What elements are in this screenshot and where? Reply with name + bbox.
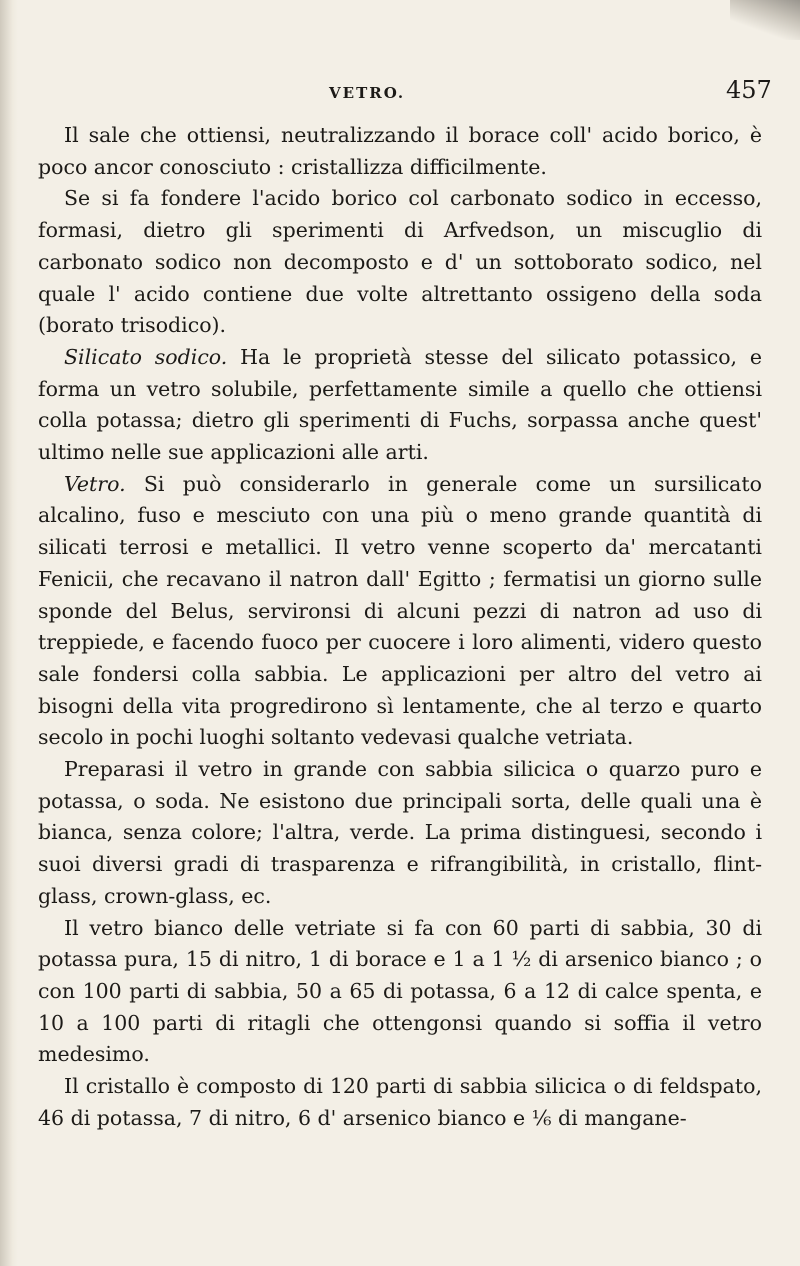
paragraph — [38, 342, 762, 469]
running-head: VETRO. — [329, 84, 406, 102]
run-in-heading: Silicato sodico. — [64, 344, 228, 369]
paragraph: Il cristallo è composto di 120 parti di sabbia silicica o di feldspato, 46 di potassa, 7 di nitro, 6 d' arsenico bianco e ⅙ di mangane- — [38, 1074, 762, 1130]
page-number: 457 — [726, 76, 772, 104]
paragraph-text: Si può considerarlo in generale come un sursilicato alcalino, fuso e mesciuto con una più o meno grande quantità di silicati terrosi e metallici. Il vetro venne scoperto da' mercatanti Fenicii, che recavano il natron dall' Egitto ; fermatisi un giorno sulle sponde del Belus, servironsi di alcuni pezzi di natron ad uso di treppiede, e facendo fuoco per cuocere i loro alimenti, videro questo sale fondersi colla sabbia. Le applicazioni per altro del vetro ai bisogni della vita progredirono sì lentamente, che al terzo e quarto secolo in pochi luoghi soltanto vedevasi qualche vetriata. — [38, 471, 762, 750]
paragraph — [38, 469, 762, 754]
paragraph-text: Ha le proprietà stesse del silicato potassico, e forma un vetro solubile, perfettamente simile a quello che ottiensi colla potassa; dietro gli sperimenti di Fuchs, sorpassa anche quest' ultimo nelle sue applicazioni alle arti. — [38, 344, 762, 465]
page-binding-shadow — [0, 0, 18, 1266]
page-corner-fold — [730, 0, 800, 40]
paragraph: Il vetro bianco delle vetriate si fa con 60 parti di sabbia, 30 di potassa pura, 15 di nitro, 1 di borace e 1 a 1 ½ di arsenico bianco ; o con 100 parti di sabbia, 50 a 65 di potassa, 6 a 12 di calce spenta, e 10 a 100 parti di ritagli che ottengonsi quando si soffia il vetro medesimo. — [38, 915, 762, 1067]
paragraph: Il sale che ottiensi, neutralizzando il borace coll' acido borico, è poco ancor conosciuto : cristallizza difficilmente. — [38, 123, 762, 179]
run-in-heading: Vetro. — [64, 471, 126, 496]
paragraph: Se si fa fondere l'acido borico col carbonato sodico in eccesso, formasi, dietro gli sperimenti di Arfvedson, un miscuglio di carbonato sodico non decomposto e d' un sottoborato sodico, nel quale l' acido contiene due volte altrettanto ossigeno della soda (borato trisodico). — [38, 186, 762, 338]
body-text — [38, 120, 762, 1135]
paragraph: Preparasi il vetro in grande con sabbia silicica o quarzo puro e potassa, o soda. Ne esistono due principali sorta, delle quali una è bianca, senza colore; l'altra, verde. La prima distinguesi, secondo i suoi diversi gradi di trasparenza e rifrangibilità, in cristallo, flint-glass, crown-glass, ec. — [38, 757, 762, 908]
